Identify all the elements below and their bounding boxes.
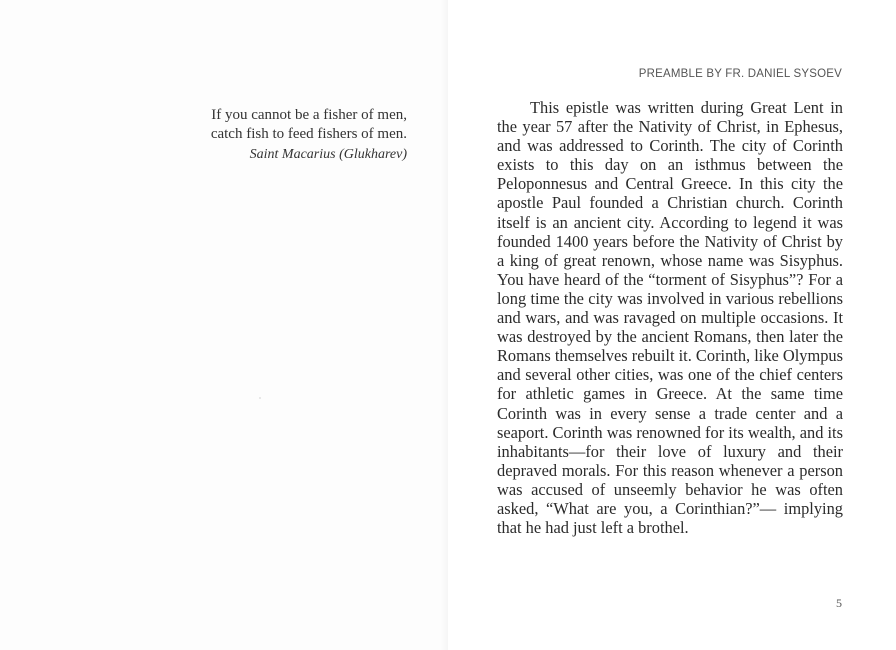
paper-speck [259, 397, 261, 399]
epigraph-quote [160, 106, 407, 144]
epigraph-line: catch fish to feed fishers of men. [210, 126, 407, 142]
running-head: PREAMBLE BY FR. DANIEL SYSOEV [638, 68, 842, 80]
epigraph-attribution: Saint Macarius (Glukharev) [249, 147, 407, 162]
epigraph [160, 106, 407, 164]
epigraph-line: If you cannot be a fisher of men, [211, 107, 407, 123]
body-paragraph: This epistle was written during Great Lent in the year 57 after the Nativity of Christ, in Ephesus, and was addressed to Corinth. The city of Corinth exists to this day on an isthmus between the Peloponnesus and Central Greece. In this city the apostle Paul founded a Christian church. Corinth itself is an ancient city. According to legend it was founded 1400 years before the Nativity of Christ by a king of great renown, whose name was Sisyphus. You have heard of the “torment of Sisyphus”? For a long time the city was involved in various rebellions and wars, and was ravaged on multiple occasions. It was destroyed by the ancient Romans, then later the Romans themselves rebuilt it. Corinth, like Olympus and several other cities, was one of the chief centers for athletic games in Greece. At the same time Corinth was in every sense a trade center and a seaport. Corinth was renowned for its wealth, and its inhabitants—for their love of luxury and their depraved morals. For this reason whenever a person was accused of unseemly behavior he was often asked, “What are you, a Corinthian?”— implying that he had just left a brothel. [497, 98, 843, 538]
page-number: 5 [836, 596, 842, 610]
